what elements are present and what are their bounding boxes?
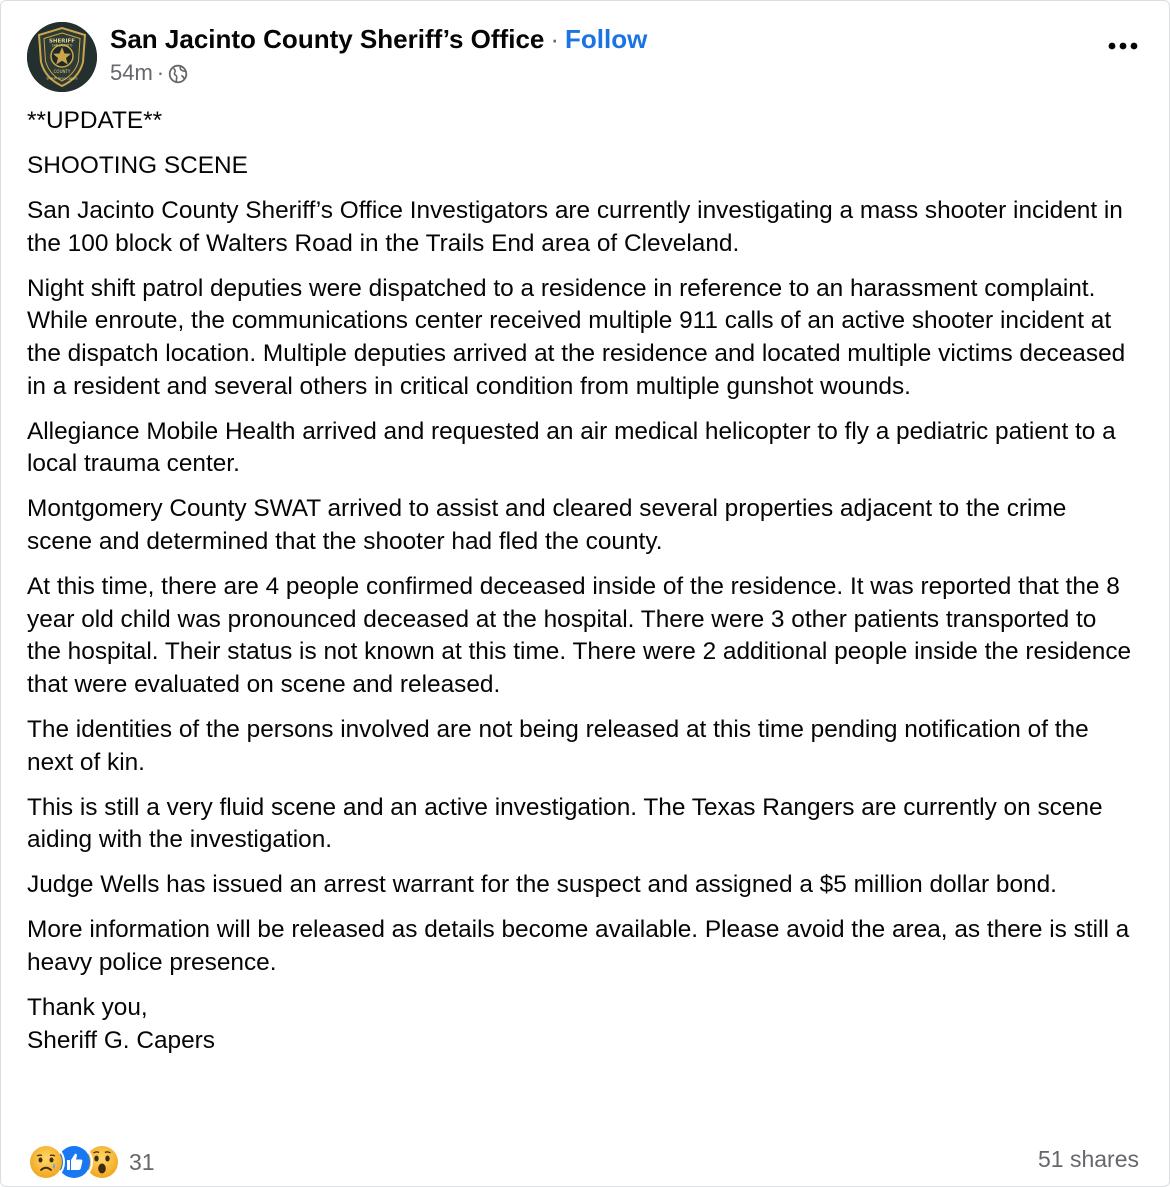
post-paragraph: **UPDATE** (27, 107, 163, 134)
reaction-count[interactable]: 31 (129, 1148, 155, 1175)
signoff-line: Thank you, (27, 994, 148, 1022)
post-paragraph: Allegiance Mobile Health arrived and requested an air medical helicopter to fly a pediatric patient to a local trauma center. (27, 417, 1116, 478)
post-meta (110, 59, 188, 87)
post-header (27, 21, 1147, 91)
svg-text:SHERIFF: SHERIFF (48, 38, 76, 45)
post-paragraph: Judge Wells has issued an arrest warrant for the suspect and assigned a $5 million dollar bond. (27, 871, 1057, 899)
post-paragraph: Night shift patrol deputies were dispatched to a residence in reference to an harassment complaint. While enroute, the communications center received multiple 911 calls of an active shooter incident at the dispatch location. Multiple deputies arrived at the residence and located multiple victims deceased in a resident and several others in critical condition from multiple gunshot wounds. (27, 274, 1126, 400)
post-paragraph: More information will be released as details become available. Please avoid the area, as there is still a heavy police presence. (27, 916, 1130, 977)
name-separator: · (550, 24, 560, 54)
signature-line: Sheriff G. Capers (27, 1026, 215, 1054)
svg-text:SAN JACINTO: SAN JACINTO (51, 43, 73, 48)
sad-reaction-icon (27, 1143, 65, 1181)
post-timestamp[interactable]: 54m (110, 60, 153, 85)
page-name-link[interactable]: San Jacinto County Sheriff’s Office (110, 24, 545, 54)
sheriff-badge-icon (27, 22, 97, 92)
post-footer (27, 1142, 1139, 1182)
globe-icon[interactable] (168, 63, 188, 83)
post-paragraph: This is still a very fluid scene and an active investigation. The Texas Rangers are currently on scene aiding with the investigation. (27, 793, 1103, 854)
shares-count[interactable]: 51 shares (1037, 1146, 1139, 1172)
post-paragraph: The identities of the persons involved are not being released at this time pending notification of the next of kin. (27, 716, 1089, 776)
svg-text:COUNTY: COUNTY (53, 69, 71, 74)
post-paragraph: SHOOTING SCENE (27, 152, 248, 180)
meta-separator: · (156, 60, 165, 85)
post-paragraph: At this time, there are 4 people confirmed deceased inside of the residence. It was reported that the 8 year old child was pronounced deceased at the hospital. There were 3 other patients transported to the hospital. Their status is not known at this time. There were 2 additional people inside the residence that were evaluated on scene and released. (27, 573, 1132, 698)
follow-button[interactable]: Follow (565, 24, 648, 54)
post-signoff (27, 992, 1137, 1057)
post-paragraph: Montgomery County SWAT arrived to assist and cleared several properties adjacent to the crime scene and determined that the shooter had fled the county. (27, 495, 1067, 556)
page-name-row (110, 23, 647, 55)
svg-text:Sheriff Greg Capers: Sheriff Greg Capers (46, 76, 78, 81)
post-paragraph: San Jacinto County Sheriff’s Office Investigators are currently investigating a mass shooter incident in the 100 block of Walters Road in the Trails End area of Cleveland. (27, 197, 1123, 257)
reaction-summary[interactable] (27, 1142, 155, 1182)
more-options-icon[interactable] (1107, 39, 1139, 53)
page-avatar[interactable] (27, 22, 97, 92)
post-body (27, 105, 1137, 1057)
